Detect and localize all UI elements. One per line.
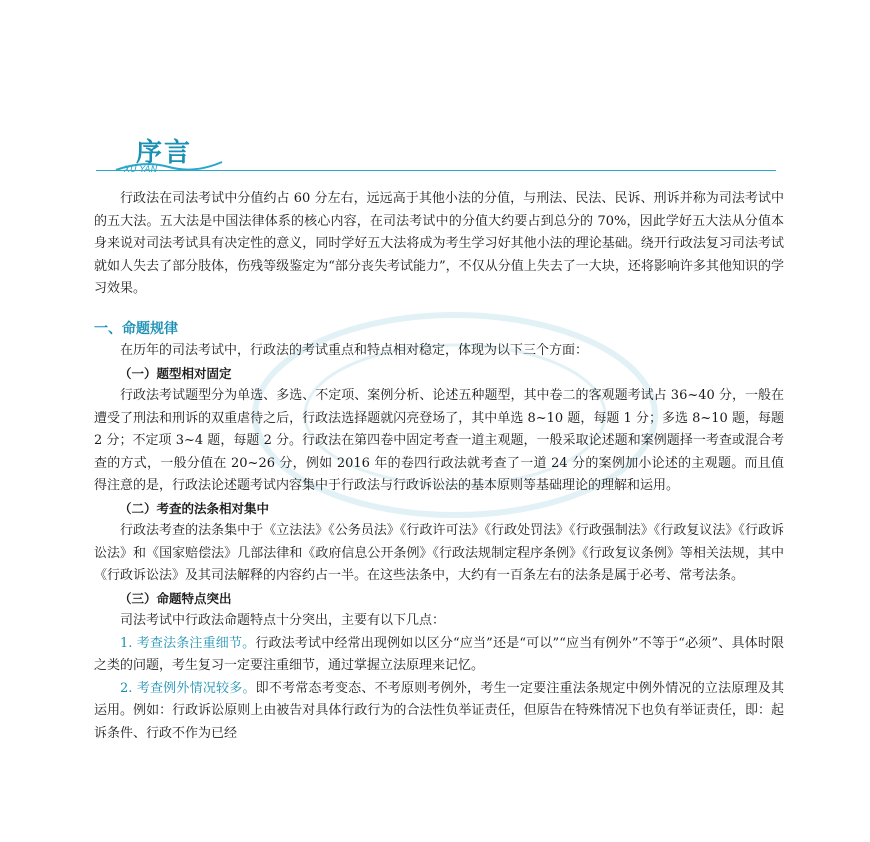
page-title: 序言	[136, 138, 193, 168]
intro-paragraph-block	[94, 188, 784, 301]
list-item-1	[94, 633, 784, 678]
svg-text:XU YAN: XU YAN	[124, 165, 158, 174]
subsection-heading-3: （三）命题特点突出	[119, 590, 232, 606]
section-lead: 在历年的司法考试中，行政法的考试重点和特点相对稳定，体现为以下三个方面：	[120, 343, 589, 358]
subsection-lead-3: 司法考试中行政法命题特点十分突出，主要有以下几点：	[120, 613, 446, 628]
subsection-heading-1: （一）题型相对固定	[119, 365, 232, 381]
intro-paragraph: 行政法在司法考试中分值约占 60 分左右，远远高于其他小法的分值，与刑法、民法、民诉、刑诉并称为司法考试中的五大法。五大法是中国法律体系的核心内容，在司法考试中的分值大约要占到总分的 70%，因此学好五大法从分值本身来说对司法考试具有决定性的意义，同时学好五大法将成为考生学习好其他小法的理论基础。绕开行政法复习司法考试就如人失去了部分肢体，伤残等级鉴定为“部分丧失考试能力”，不仅从分值上失去了一大块，还将影响许多其他知识的学习效果。	[94, 191, 784, 296]
header-divider	[96, 170, 776, 171]
list-item-1-text: 行政法考试中经常出现例如以区分“应当”还是“可以”“应当有例外”不等于“必须”、具体时限之类的问题，考生复习一定要注重细节，通过掌握立法原理来记忆。	[94, 635, 784, 673]
subsection-text-1: 行政法考试题型分为单选、多选、不定项、案例分析、论述五种题型，其中卷二的客观题考试占 36~40 分，一般在遭受了刑法和刑诉的双重虐待之后，行政法选择题就闪亮登场了，其中单选 8~10 题，每题 1 分；多选 8~10 题，每题 2 分；不定项 3~4 题，每题 2 分。行政法在第四卷中固定考查一道主观题，一般采取论述题和案例题择一考查或混合考查的方式，一般分值在 20~26 分，例如 2016 年的卷四行政法就考查了一道 24 分的案例加小论述的主观题。而且值得注意的是，行政法论述题考试内容集中于行政法与行政诉讼法的基本原则等基础理论的理解和运用。	[94, 388, 784, 493]
title-decoration-swoosh	[114, 158, 224, 174]
page-bottom-margin	[0, 790, 870, 842]
subsection-text-2: 行政法考查的法条集中于《立法法》《公务员法》《行政许可法》《行政处罚法》《行政强制法》《行政复议法》《行政诉讼法》和《国家赔偿法》几部法律和《政府信息公开条例》《行政法规制定程序条例》《行政复议条例》等相关法规，其中《行政诉讼法》及其司法解释的内容约占一半。在这些法条中，大约有一百条左右的法条是属于必考、常考法条。	[94, 523, 784, 583]
list-item-2-text: 即不考常态考变态、不考原则考例外，考生一定要注重法条规定中例外情况的立法原理及其运用。例如：行政诉讼原则上由被告对具体行政行为的合法性负举证责任，但原告在特殊情况下也负有举证责任，即：起诉条件、行政不作为已经	[94, 680, 784, 741]
section-body	[94, 340, 784, 745]
list-item-1-label: 1. 考查法条注重细节。	[120, 635, 256, 651]
list-item-2-label: 2. 考查例外情况较多。	[120, 680, 256, 696]
subsection-heading-2: （二）考查的法条相对集中	[119, 500, 270, 516]
list-item-2	[94, 678, 784, 746]
section-heading: 一、命题规律	[94, 321, 178, 337]
